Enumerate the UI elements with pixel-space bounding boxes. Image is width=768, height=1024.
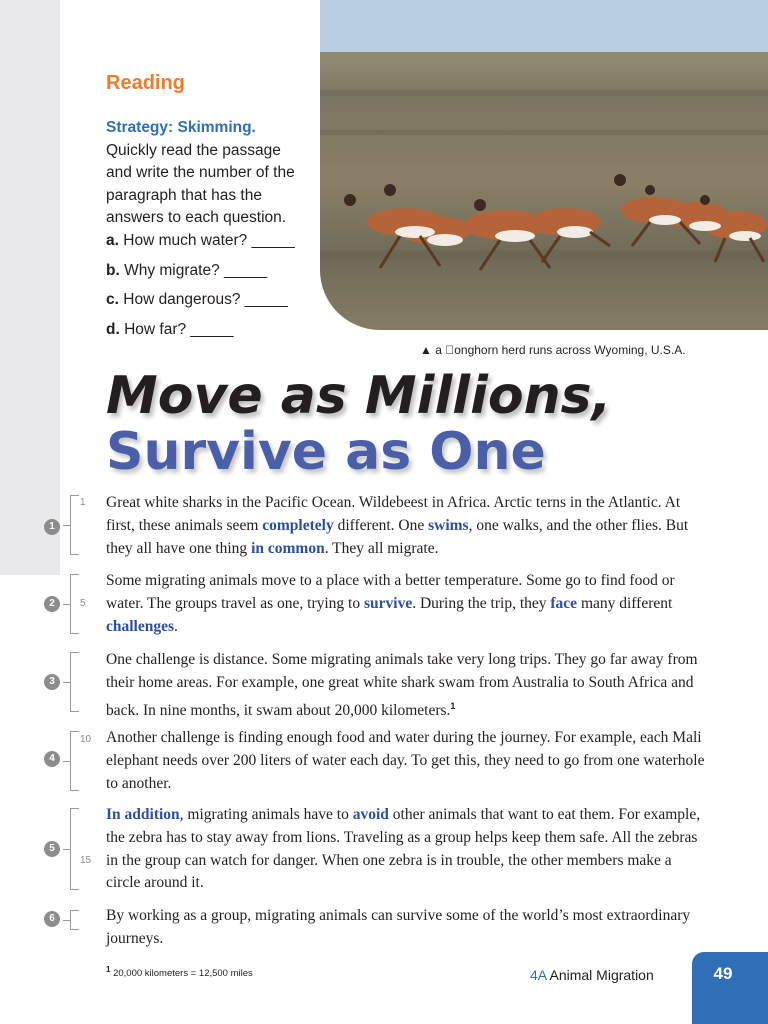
text: other animals that want to eat them. For example, the zebra has to stay away from lions. Traveling as a group helps keep them safe. All the zebras in the group can watch for danger. When one zebra is in trouble, the other members make a circle around it. [106, 806, 701, 892]
footnote-marker: 1 [450, 700, 456, 711]
question-letter: c. [106, 291, 119, 308]
text: many different [577, 594, 673, 612]
vocab-word: survive [363, 594, 413, 612]
paragraph-bracket [70, 652, 79, 712]
text: By working as a group, migrating animals can survive some of the world’s most extraordinary journeys. [106, 907, 691, 947]
vocab-word: face [550, 594, 578, 612]
line-number: 5 [80, 598, 86, 609]
paragraph-number: 4 [44, 751, 60, 767]
question-b [106, 262, 295, 292]
text: . [174, 617, 178, 635]
vocab-word: avoid [352, 806, 389, 823]
paragraph-number: 2 [44, 596, 60, 612]
skimming-questions [106, 232, 295, 350]
text: different. One [333, 516, 429, 534]
text: , migrating animals have to [179, 806, 353, 823]
question-a [106, 232, 295, 262]
text: . They all migrate. [324, 539, 439, 557]
paragraph-2 [106, 570, 706, 638]
question-text: How much water? _____ [123, 232, 295, 249]
page-tab [692, 952, 768, 1024]
question-letter: d. [106, 320, 120, 338]
paragraph-bracket [70, 495, 79, 555]
question-c [106, 291, 295, 321]
line-number: 10 [80, 734, 92, 745]
text: Another challenge is finding enough food and water during the journey. For example, each Mali elephant needs over 200 liters of water each day. To get this, they need to go from one waterhole to another. [106, 729, 705, 792]
text: , one walks, and the other flies. But they all have one thing [106, 516, 689, 557]
title-line-2: Survive as One [106, 422, 546, 482]
article-title [106, 368, 746, 480]
strategy-block [106, 117, 311, 230]
text: . During the trip, they [412, 594, 551, 612]
strategy-text: Quickly read the passage and write the number of the paragraph that has the answers to each question. [106, 141, 295, 226]
photo-caption: ▲ a  onghorn herd runs across Wyoming, U.S.A. [420, 343, 686, 357]
paragraph-number: 1 [44, 519, 60, 535]
page-number: 49 [713, 964, 733, 983]
paragraph-1 [106, 492, 706, 560]
unit-code: 4A [530, 967, 547, 983]
question-text: How far? _____ [124, 320, 234, 338]
paragraph-bracket [70, 731, 79, 791]
text: One challenge is distance. Some migrating animals take very long trips. They go far away from their home areas. For example, one great white shark swam from Australia to South Africa and back. In nine months, it swam about 20,000 kilometers. [106, 651, 698, 719]
paragraph-6 [106, 905, 706, 951]
paragraph-bracket [70, 910, 79, 930]
line-number: 1 [80, 497, 86, 508]
footnote-mark: 1 [106, 965, 111, 974]
text: Great white sharks in the Pacific Ocean. Wildebeest in Africa. Arctic terns in the Atlantic. At first, these animals seem [106, 494, 681, 534]
question-d [106, 321, 295, 351]
paragraph-5 [106, 804, 706, 895]
question-text: Why migrate? _____ [124, 261, 268, 279]
footnote [106, 965, 253, 979]
paragraph-4 [106, 727, 706, 795]
paragraph-3 [106, 649, 706, 723]
vocab-word: In addition [106, 806, 180, 823]
paragraph-bracket [70, 574, 79, 634]
vocab-word: challenges [106, 617, 175, 635]
footnote-text: 20,000 kilometers = 12,500 miles [113, 968, 253, 980]
paragraph-number: 5 [44, 841, 60, 857]
line-number: 15 [80, 855, 92, 866]
unit-title: Animal Migration [549, 967, 654, 983]
question-letter: a. [106, 232, 119, 249]
paragraph-bracket [70, 808, 79, 890]
vocab-word: in common [251, 539, 325, 557]
reading-heading: Reading [106, 72, 185, 94]
vocab-word: swims [428, 516, 469, 534]
text: Some migrating animals move to a place with a better temperature. Some go to find food or water. The groups travel as one, trying to [106, 572, 675, 612]
strategy-label: Strategy: Skimming. [106, 119, 256, 136]
vocab-word: completely [262, 516, 334, 534]
question-letter: b. [106, 261, 120, 279]
title-line-1: Move as Millions, [106, 366, 612, 426]
pronghorn-photo [320, 0, 768, 330]
paragraph-number: 6 [44, 911, 60, 927]
margin-strip [0, 0, 60, 575]
paragraph-number: 3 [44, 674, 60, 690]
pronghorn-herd-illustration [320, 0, 768, 330]
question-text: How dangerous? _____ [123, 291, 288, 308]
unit-label [530, 967, 654, 983]
